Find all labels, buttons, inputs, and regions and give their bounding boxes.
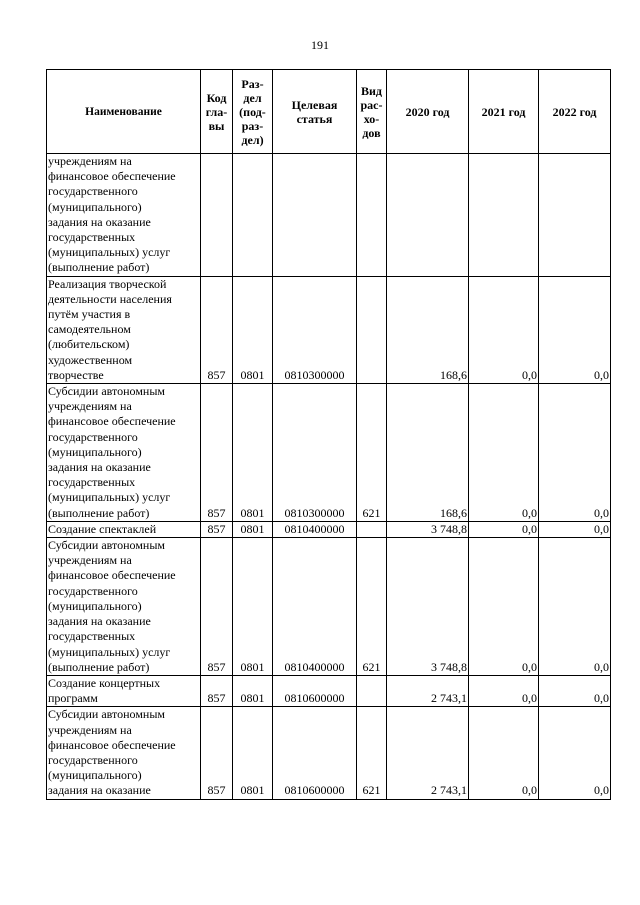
section-cell <box>233 154 273 277</box>
name-line: (муниципального) <box>48 444 142 459</box>
name-line: финансовое обеспечение <box>48 169 176 184</box>
amount-2020-cell: 168,6 <box>387 276 469 383</box>
section-cell: 0801 <box>233 707 273 799</box>
name-line: (муниципального) <box>48 768 142 783</box>
amount-2021-cell: 0,0 <box>469 384 539 522</box>
name-line: государственного <box>48 583 138 598</box>
kind-cell <box>357 276 387 383</box>
amount-2020-cell: 168,6 <box>387 384 469 522</box>
header-article <box>273 70 357 154</box>
name-line: (муниципальных) услуг <box>48 490 171 505</box>
header-line: (под- <box>239 104 266 119</box>
amount-2022-cell: 0,0 <box>539 538 611 676</box>
name-line: (муниципального) <box>48 598 142 613</box>
amount-2022-cell: 0,0 <box>539 276 611 383</box>
code-cell: 857 <box>201 276 233 383</box>
header-line: Вид <box>361 83 382 98</box>
header-line: дов <box>362 125 381 140</box>
amount-2020-cell: 3 748,8 <box>387 538 469 676</box>
name-line: художественном <box>48 352 133 367</box>
table-row <box>47 521 611 537</box>
amount-2020-cell: 3 748,8 <box>387 521 469 537</box>
header-line: вы <box>208 118 225 133</box>
name-line: государственного <box>48 429 138 444</box>
header-year-2020: 2020 год <box>387 70 469 154</box>
section-cell: 0801 <box>233 384 273 522</box>
budget-table <box>46 69 611 800</box>
header-line: хо- <box>363 111 380 126</box>
name-line: задания на оказание <box>48 214 151 229</box>
name-cell <box>47 675 201 706</box>
name-line: самодеятельном <box>48 322 131 337</box>
article-cell: 0810400000 <box>273 538 357 676</box>
page-number: 191 <box>311 38 329 52</box>
header-line: Код <box>206 90 227 105</box>
name-line: задания на оказание <box>48 460 151 475</box>
name-line: финансовое обеспечение <box>48 737 176 752</box>
header-section <box>233 70 273 154</box>
amount-2020-cell: 2 743,1 <box>387 675 469 706</box>
amount-2020-cell <box>387 154 469 277</box>
header-line: рас- <box>360 97 383 112</box>
name-line: Создание концертных <box>48 675 161 690</box>
name-cell <box>47 707 201 799</box>
section-cell: 0801 <box>233 521 273 537</box>
amount-2021-cell: 0,0 <box>469 538 539 676</box>
name-line: государственных <box>48 230 136 245</box>
amount-2022-cell: 0,0 <box>539 675 611 706</box>
name-line: учреждениям на <box>48 553 132 568</box>
article-cell: 0810600000 <box>273 707 357 799</box>
code-cell: 857 <box>201 538 233 676</box>
table-row <box>47 675 611 706</box>
header-year-2021: 2021 год <box>469 70 539 154</box>
code-cell: 857 <box>201 384 233 522</box>
name-line: задания на оказание <box>48 614 151 629</box>
kind-cell: 621 <box>357 538 387 676</box>
header-code <box>201 70 233 154</box>
name-cell <box>47 154 201 277</box>
kind-cell <box>357 675 387 706</box>
article-cell: 0810300000 <box>273 276 357 383</box>
name-line: учреждениям на <box>48 722 132 737</box>
article-cell: 0810600000 <box>273 675 357 706</box>
name-line: учреждениям на <box>48 399 132 414</box>
header-line: статья <box>296 111 333 126</box>
table-row <box>47 384 611 522</box>
name-line: (выполнение работ) <box>48 505 150 520</box>
name-line: государственных <box>48 475 136 490</box>
name-line: государственного <box>48 184 138 199</box>
header-line: Целевая <box>291 97 338 112</box>
amount-2022-cell: 0,0 <box>539 521 611 537</box>
table-row <box>47 707 611 799</box>
header-kind <box>357 70 387 154</box>
header-name: Наименование <box>47 70 201 154</box>
name-line: (муниципального) <box>48 199 142 214</box>
name-cell <box>47 538 201 676</box>
amount-2021-cell: 0,0 <box>469 675 539 706</box>
code-cell: 857 <box>201 707 233 799</box>
name-line: творчестве <box>48 367 104 382</box>
section-cell: 0801 <box>233 675 273 706</box>
name-line: финансовое обеспечение <box>48 414 176 429</box>
name-line: (выполнение работ) <box>48 260 150 275</box>
name-cell <box>47 276 201 383</box>
table-row <box>47 154 611 277</box>
header-line: раз- <box>241 118 264 133</box>
article-cell <box>273 154 357 277</box>
section-cell: 0801 <box>233 276 273 383</box>
table-row <box>47 276 611 383</box>
amount-2020-cell: 2 743,1 <box>387 707 469 799</box>
name-line: (выполнение работ) <box>48 659 150 674</box>
name-line: Субсидии автономным <box>48 707 165 722</box>
name-line: (муниципальных) услуг <box>48 644 171 659</box>
name-line: Создание спектаклей <box>48 521 157 536</box>
name-line: деятельности населения <box>48 291 172 306</box>
name-line: государственного <box>48 752 138 767</box>
kind-cell: 621 <box>357 384 387 522</box>
name-line: Субсидии автономным <box>48 538 165 553</box>
name-line: Реализация творческой <box>48 276 167 291</box>
code-cell <box>201 154 233 277</box>
name-line: программ <box>48 691 98 706</box>
table-header-row <box>47 70 611 154</box>
name-line: (муниципальных) услуг <box>48 245 171 260</box>
amount-2022-cell: 0,0 <box>539 384 611 522</box>
kind-cell <box>357 154 387 277</box>
amount-2021-cell: 0,0 <box>469 276 539 383</box>
name-line: (любительском) <box>48 337 130 352</box>
article-cell: 0810400000 <box>273 521 357 537</box>
kind-cell: 621 <box>357 707 387 799</box>
header-line: Раз- <box>241 76 264 91</box>
name-line: Субсидии автономным <box>48 384 165 399</box>
header-line: гла- <box>205 104 228 119</box>
table-row <box>47 538 611 676</box>
amount-2021-cell: 0,0 <box>469 707 539 799</box>
amount-2021-cell: 0,0 <box>469 521 539 537</box>
header-line: дел <box>243 90 262 105</box>
name-cell <box>47 521 201 537</box>
name-line: учреждениям на <box>48 154 132 168</box>
amount-2022-cell: 0,0 <box>539 707 611 799</box>
code-cell: 857 <box>201 675 233 706</box>
name-line: государственных <box>48 629 136 644</box>
article-cell: 0810300000 <box>273 384 357 522</box>
section-cell: 0801 <box>233 538 273 676</box>
name-cell <box>47 384 201 522</box>
amount-2022-cell <box>539 154 611 277</box>
header-line: дел) <box>241 132 264 147</box>
header-year-2022: 2022 год <box>539 70 611 154</box>
name-line: путём участия в <box>48 307 131 322</box>
kind-cell <box>357 521 387 537</box>
name-line: задания на оказание <box>48 783 151 798</box>
amount-2021-cell <box>469 154 539 277</box>
code-cell: 857 <box>201 521 233 537</box>
name-line: финансовое обеспечение <box>48 568 176 583</box>
